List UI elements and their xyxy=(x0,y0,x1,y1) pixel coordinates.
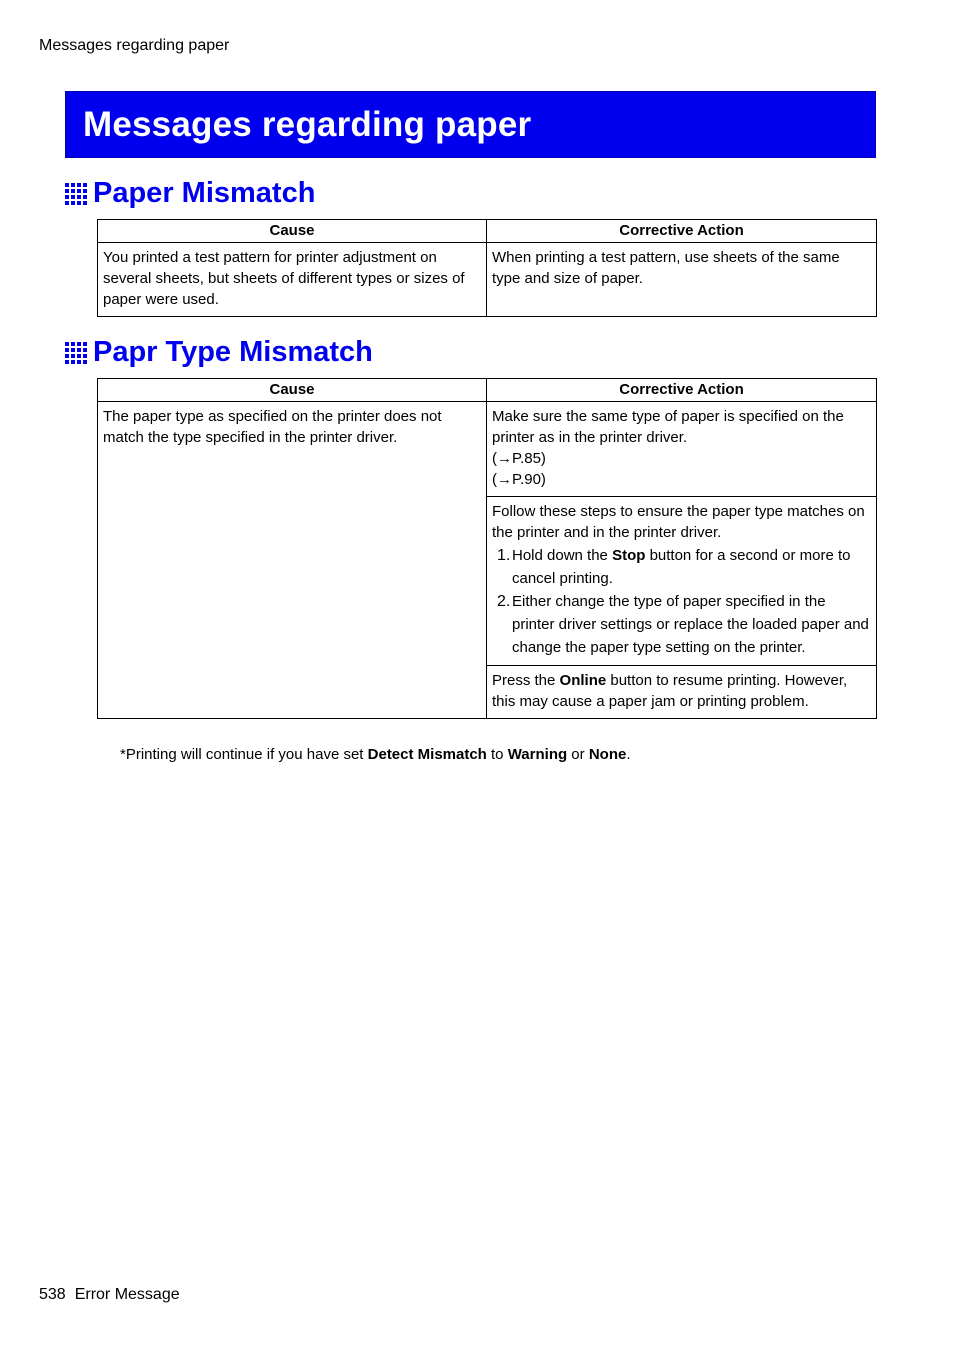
footnote-text: or xyxy=(567,746,589,763)
page-title: Messages regarding paper xyxy=(83,105,532,144)
action-text: Make sure the same type of paper is specified on the printer as in the printer driver. xyxy=(492,408,844,446)
cause-cell: The paper type as specified on the printer does not match the type specified in the printer driver. xyxy=(98,402,487,719)
section-title: Paper Mismatch xyxy=(93,177,316,209)
footnote-text: to xyxy=(486,746,508,763)
footnote xyxy=(120,746,631,763)
title-bar xyxy=(65,91,876,158)
corrective-action-cell: When printing a test pattern, use sheets of the same type and size of paper. xyxy=(487,243,877,317)
chapter-name: Error Message xyxy=(74,1286,180,1303)
footnote-setting-name: Detect Mismatch xyxy=(367,746,487,763)
section-title: Papr Type Mismatch xyxy=(93,336,373,368)
corrective-action-cell xyxy=(487,402,877,497)
steps-list xyxy=(492,544,871,659)
step-number: 1. xyxy=(497,547,511,564)
action-text: Press the xyxy=(492,672,560,689)
page-reference-link[interactable]: (→P.90) xyxy=(492,471,546,488)
cause-cell: You printed a test pattern for printer adjustment on several sheets, but sheets of different types or sizes of paper were used. xyxy=(98,243,487,317)
footnote-text: *Printing will continue if you have set xyxy=(120,746,368,763)
page-reference-link[interactable]: (→P.85) xyxy=(492,450,546,467)
footnote-value-none: None xyxy=(588,746,627,763)
stop-button-name: Stop xyxy=(612,547,646,564)
running-header: Messages regarding paper xyxy=(39,37,230,54)
cause-header: Cause xyxy=(98,379,487,402)
step-text: Hold down the xyxy=(512,547,613,564)
list-item xyxy=(492,590,871,659)
corrective-action-cell xyxy=(487,497,877,666)
corrective-action-header: Corrective Action xyxy=(487,220,877,243)
action-text: button to resume printing. However, this may cause a paper jam or printing problem. xyxy=(492,672,848,710)
table-header-row xyxy=(98,220,877,243)
table-row xyxy=(98,243,877,317)
grid-icon xyxy=(65,342,87,364)
grid-icon xyxy=(65,183,87,205)
corrective-action-header: Corrective Action xyxy=(487,379,877,402)
corrective-action-cell xyxy=(487,666,877,719)
action-intro: Follow these steps to ensure the paper type matches on the printer and in the printer driver. xyxy=(492,503,865,541)
paper-mismatch-table xyxy=(97,219,877,317)
online-button-name: Online xyxy=(559,672,607,689)
page-footer xyxy=(39,1286,180,1304)
step-text: button for a second or more to cancel printing. xyxy=(512,547,851,587)
table-header-row xyxy=(98,379,877,402)
footnote-text: . xyxy=(626,746,631,763)
step-number: 2. xyxy=(497,593,511,610)
cause-header: Cause xyxy=(98,220,487,243)
page-number: 538 xyxy=(39,1286,66,1303)
step-text: Either change the type of paper specified in the printer driver settings or replace the loaded paper and change the paper type setting on the printer. xyxy=(512,593,869,656)
footnote-value-warning: Warning xyxy=(507,746,568,763)
list-item xyxy=(492,544,871,590)
papr-type-mismatch-table xyxy=(97,378,877,719)
table-row xyxy=(98,402,877,497)
